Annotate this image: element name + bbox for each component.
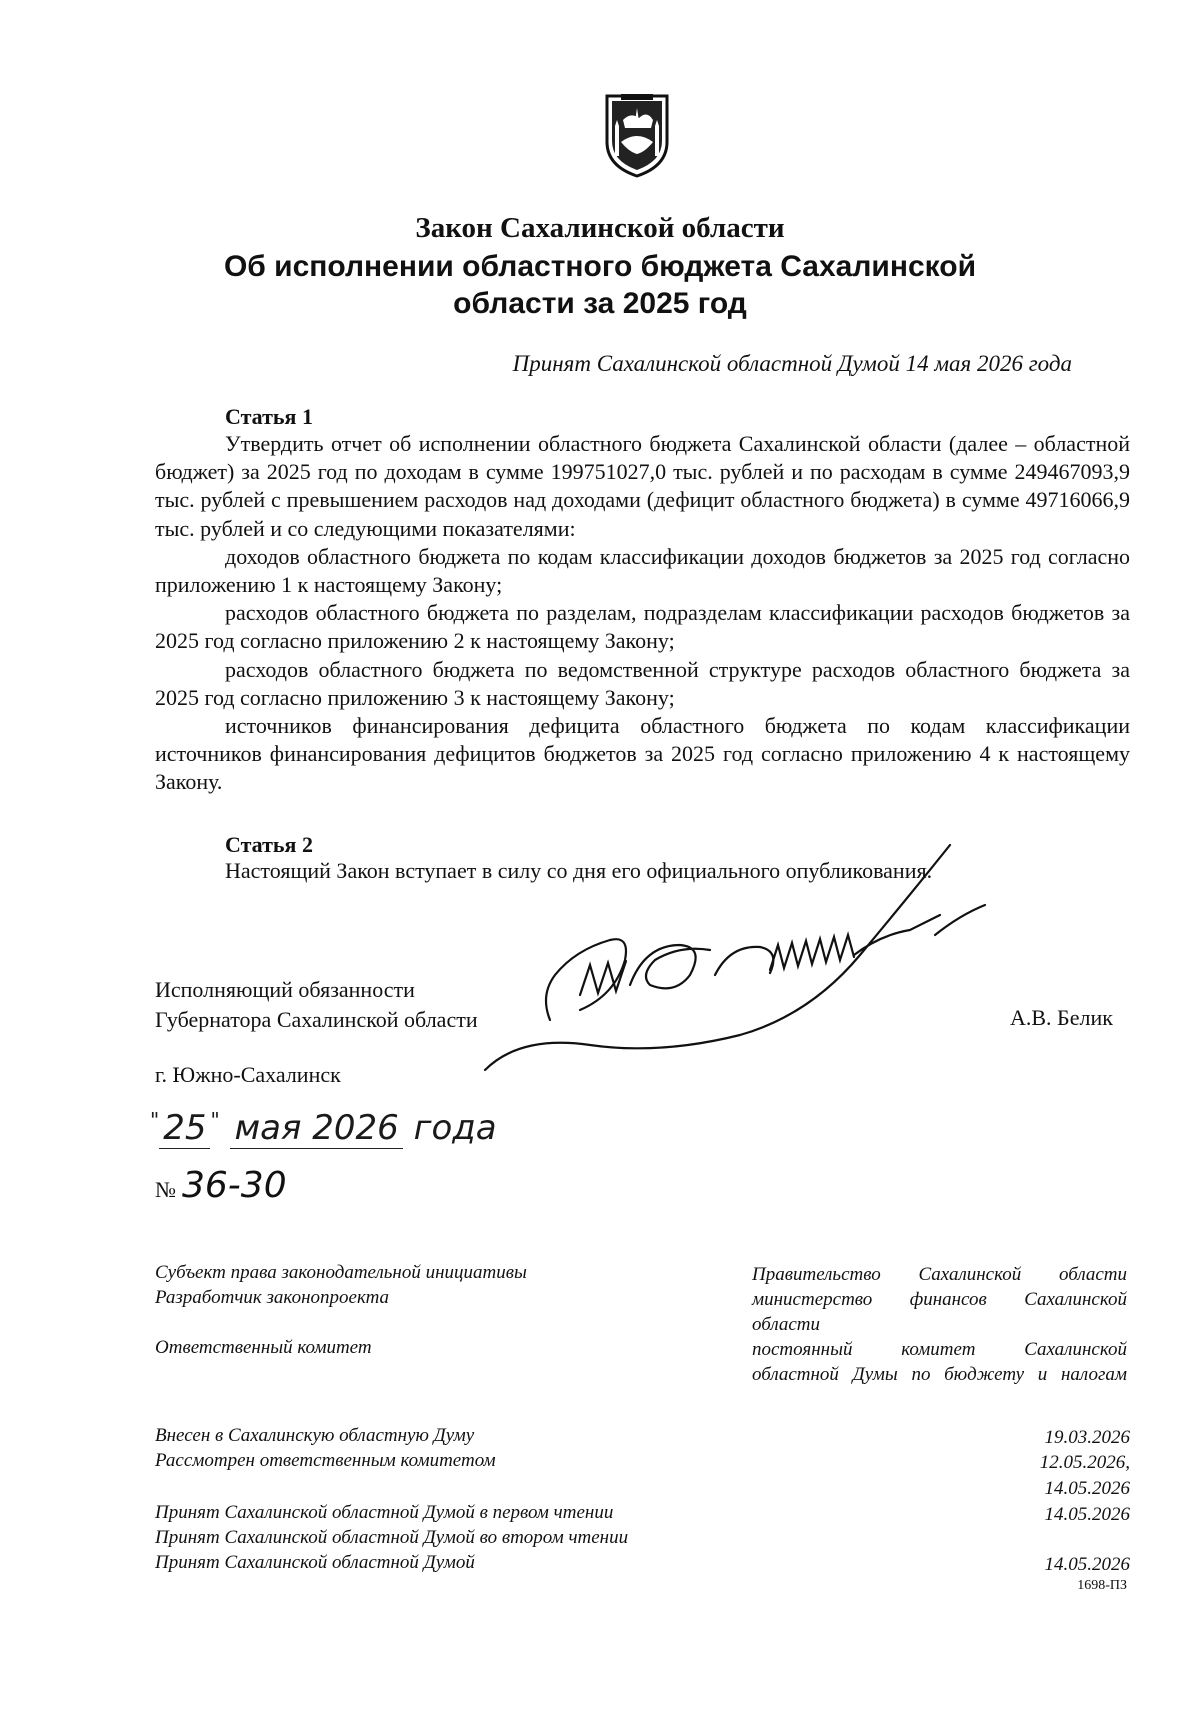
event-date: 14.05.2026 [1044,1504,1130,1525]
handwritten-signature [480,835,1040,1095]
developer-label: Разработчик законопроекта [155,1287,390,1308]
coat-of-arms-emblem [601,90,673,178]
developer-value: министерство финансов Сахалинской области [752,1289,1127,1335]
event-label: Принят Сахалинской областной Думой в первом чтении [155,1502,614,1523]
article1-paragraph: расходов областного бюджета по разделам, подразделам классификации расходов бюджетов за 2025 год согласно приложению 2 к настоящему Закону; [155,600,1130,654]
signing-date [150,1108,497,1148]
committee-label: Ответственный комитет [155,1337,372,1358]
city: г. Южно-Сахалинск [155,1062,341,1087]
event-date: 12.05.2026, [1039,1452,1130,1473]
law-number [155,1165,287,1206]
quote-mark: " [150,1108,160,1132]
article1-paragraph: доходов областного бюджета по кодам классификации доходов бюджетов за 2025 год согласно приложению 1 к настоящему Закону; [155,543,1130,598]
event-date: 14.05.2026 [1044,1478,1130,1499]
article1-heading: Статья 1 [225,404,313,429]
signatory-position [155,975,478,1035]
article1-paragraph: источников финансирования дефицита областного бюджета по кодам классификации источников финансирования дефицитов бюджетов за 2025 год согласно приложению 4 к настоящему Закону. [155,713,1130,795]
signatory-name: А.В. Белик [1010,1005,1113,1030]
event-date: 14.05.2026 [1044,1554,1130,1575]
article2-text: Настоящий Закон вступает в силу со дня его официального опубликования. [225,858,933,883]
document-number: 1698-ПЗ [1077,1578,1127,1593]
article2-heading: Статья 2 [225,832,313,857]
signatory-position-line2: Губернатора Сахалинской области [155,1007,478,1032]
adoption-note: Принят Сахалинской областной Думой 14 мая 2026 года [512,351,1072,376]
event-label: Рассмотрен ответственным комитетом [155,1450,496,1471]
article1-paragraph: Утвердить отчет об исполнении областного бюджета Сахалинской области (далее – областной бюджет) за 2025 год по доходам в сумме 199751027,0 тыс. рублей и по расходам в сумме 249467093,9 тыс. рублей с превышением расходов над доходами (дефицит областного бюджета) в сумме 49716066,9 тыс. рублей и со следующими показателями: [155,431,1130,541]
committee-value: постоянный комитет Сахалинской областной Думы по бюджету и налогам [752,1339,1127,1385]
date-suffix: года [413,1108,497,1148]
signatory-position-line1: Исполняющий обязанности [155,977,415,1002]
number-value: 36-30 [182,1165,287,1206]
event-label: Принят Сахалинской областной Думой во втором чтении [155,1527,629,1548]
subject-label: Субъект права законодательной инициативы [155,1262,527,1283]
article1-body [155,430,1130,797]
event-date: 19.03.2026 [1044,1427,1130,1448]
event-label: Принят Сахалинской областной Думой [155,1552,475,1573]
number-prefix: № [155,1177,176,1202]
law-title-line2: Об исполнении областного бюджета Сахалинской [223,250,977,283]
subject-value: Правительство Сахалинской области [752,1264,1127,1285]
date-month-year: мая 2026 [230,1108,402,1149]
quote-mark: " [210,1108,220,1132]
date-day: 25 [159,1108,210,1149]
article1-paragraph: расходов областного бюджета по ведомственной структуре расходов областного бюджета за 2025 год согласно приложению 3 к настоящему Закону; [155,656,1130,710]
law-title-line1: Закон Сахалинской области [415,212,785,244]
event-label: Внесен в Сахалинскую областную Думу [155,1425,475,1446]
law-title-line3: области за 2025 год [453,287,747,320]
